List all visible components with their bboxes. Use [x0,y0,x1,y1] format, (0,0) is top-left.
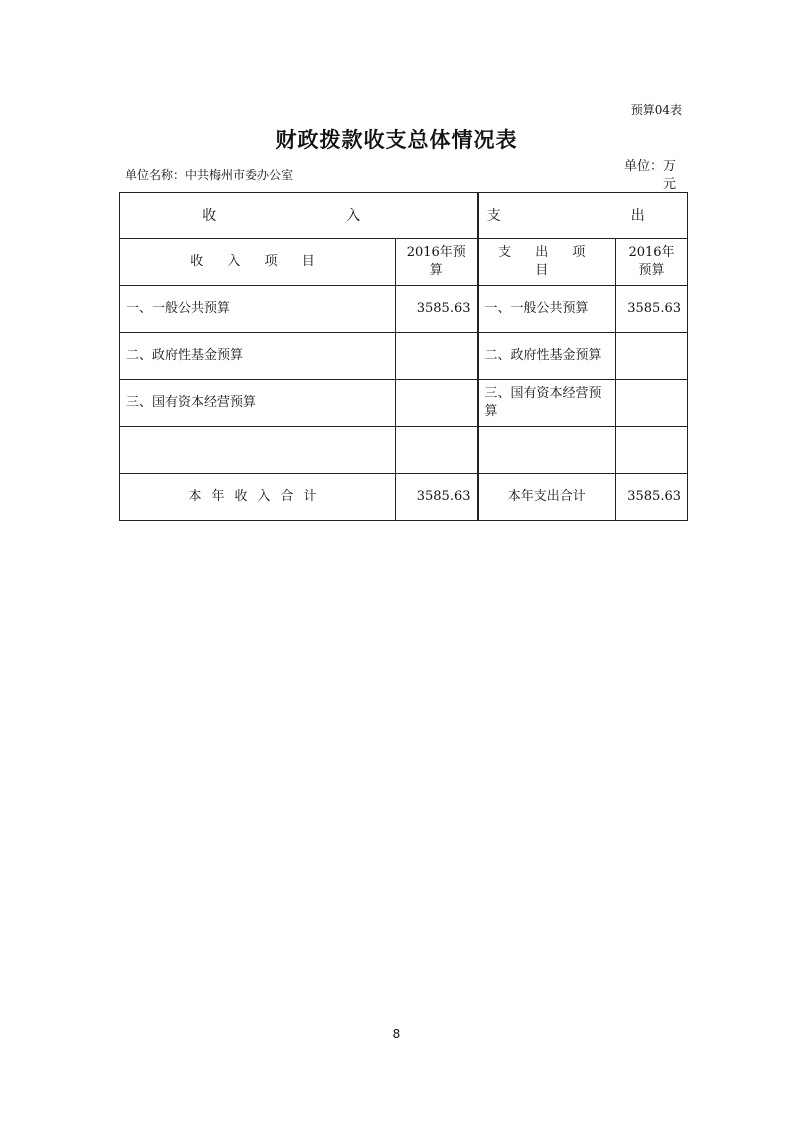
column-header-row [120,239,688,286]
table-row [120,380,688,427]
currency-unit: 单位：万元 [623,159,676,192]
income-amount [396,427,478,474]
expense-amount [616,427,688,474]
income-section-header: 收 入 [120,193,478,239]
income-amount [396,333,478,380]
expense-item-header: 支 出 项 目 [478,239,616,286]
income-total-label: 本年收入合计 [120,474,396,521]
form-number: 预算04表 [630,103,682,117]
total-row [120,474,688,521]
expense-amount [616,333,688,380]
income-item: 三、国有资本经营预算 [120,380,396,427]
income-item: 二、政府性基金预算 [120,333,396,380]
table-row [120,427,688,474]
income-item [120,427,396,474]
income-budget-header: 2016年预算 [396,239,478,286]
income-amount: 3585.63 [396,286,478,333]
income-item-header: 收 入 项 目 [120,239,396,286]
table-row [120,333,688,380]
unit-name: 单位名称：中共梅州市委办公室 [125,168,294,182]
expense-total-amount: 3585.63 [616,474,688,521]
expense-section-header: 支 出 [478,193,688,239]
income-total-amount: 3585.63 [396,474,478,521]
expense-item: 一、一般公共预算 [478,286,616,333]
page-number: 8 [392,1027,401,1041]
section-header-row [120,193,688,239]
table-row [120,286,688,333]
expense-budget-header: 2016年预算 [616,239,688,286]
budget-table [119,192,688,521]
page-title: 财政拨款收支总体情况表 [275,128,518,152]
expense-item: 二、政府性基金预算 [478,333,616,380]
expense-item [478,427,616,474]
expense-amount [616,380,688,427]
income-item: 一、一般公共预算 [120,286,396,333]
expense-total-label: 本年支出合计 [478,474,616,521]
expense-item: 三、国有资本经营预算 [478,380,616,427]
expense-amount: 3585.63 [616,286,688,333]
income-amount [396,380,478,427]
